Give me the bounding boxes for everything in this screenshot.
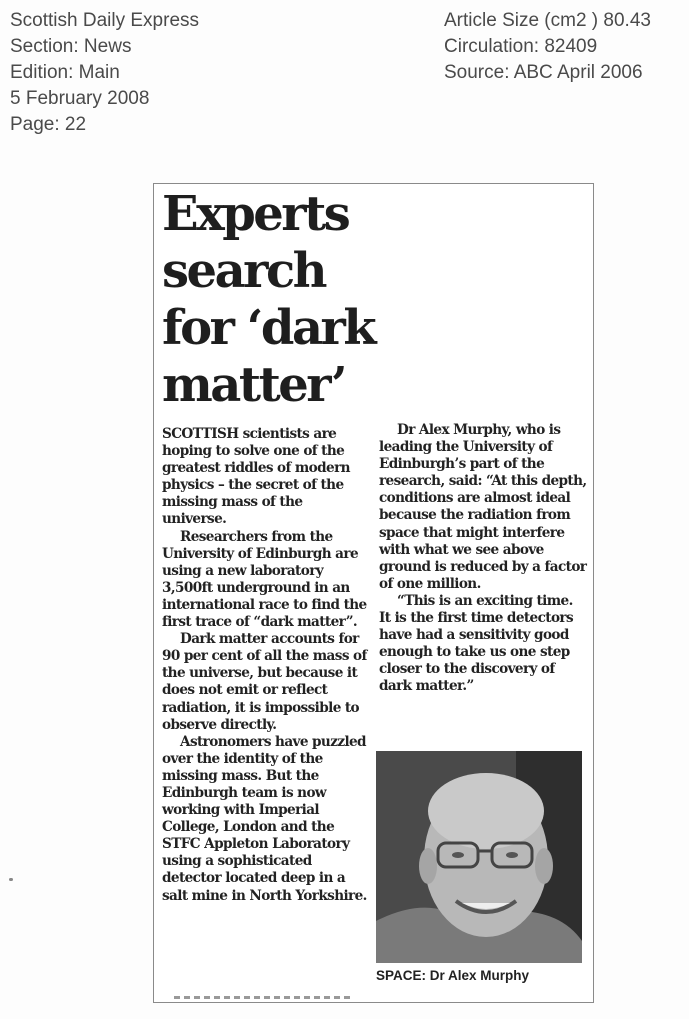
- section-label: Section: News: [10, 36, 132, 57]
- article-paragraph: Researchers from the University of Edinburgh are using a new laboratory 3,500ft underground in an international race to find the first trace of “dark matter”.: [162, 528, 367, 631]
- newspaper-clipping: [153, 183, 594, 1003]
- article-size: Article Size (cm2 ) 80.43: [444, 10, 651, 31]
- article-column-left: [162, 426, 367, 905]
- clipping-metadata-right: [444, 8, 651, 86]
- publication-date: 5 February 2008: [10, 88, 150, 109]
- page-number: Page: 22: [10, 114, 87, 135]
- portrait-photo: [376, 751, 582, 963]
- photo-caption: SPACE: Dr Alex Murphy: [376, 968, 530, 983]
- article-headline: [162, 186, 392, 414]
- article-paragraph: “This is an exciting time. It is the first time detectors have had a sensitivity good enough to take us one step closer to the discovery of dark matter.”: [379, 592, 574, 695]
- article-paragraph: SCOTTISH scientists are hoping to solve one of the greatest riddles of modern physics – the secret of the missing mass of the universe.: [162, 426, 350, 528]
- headline-line: matter’: [162, 357, 346, 413]
- clipping-cut-edge: [174, 996, 354, 999]
- headline-line: for ‘dark: [162, 300, 375, 356]
- headline-line: Experts: [162, 186, 349, 242]
- article-paragraph: Astronomers have puzzled over the identity of the missing mass. But the Edinburgh team is now working with Imperial College, London and the STFC Appleton Laboratory using a sophisticated detector located deep in a salt mine in North Yorkshire.: [162, 733, 367, 904]
- article-column-right: [379, 422, 587, 696]
- article-paragraph: Dark matter accounts for 90 per cent of all the mass of the universe, but because it does not emit or reflect radiation, it is impossible to observe directly.: [162, 631, 367, 733]
- publication-name: Scottish Daily Express: [10, 10, 200, 31]
- circulation: Circulation: 82409: [444, 36, 598, 57]
- scan-speck: [9, 878, 13, 881]
- portrait-illustration: [376, 751, 582, 963]
- article-paragraph: Dr Alex Murphy, who is leading the University of Edinburgh’s part of the research, said: “At this depth, conditions are almost ideal because the radiation from space that might interfere with what we see above ground is reduced by a factor of one million.: [379, 422, 587, 592]
- clipping-metadata-left: [10, 8, 199, 138]
- edition-label: Edition: Main: [10, 62, 120, 83]
- headline-line: search: [162, 243, 326, 299]
- circulation-source: Source: ABC April 2006: [444, 62, 643, 83]
